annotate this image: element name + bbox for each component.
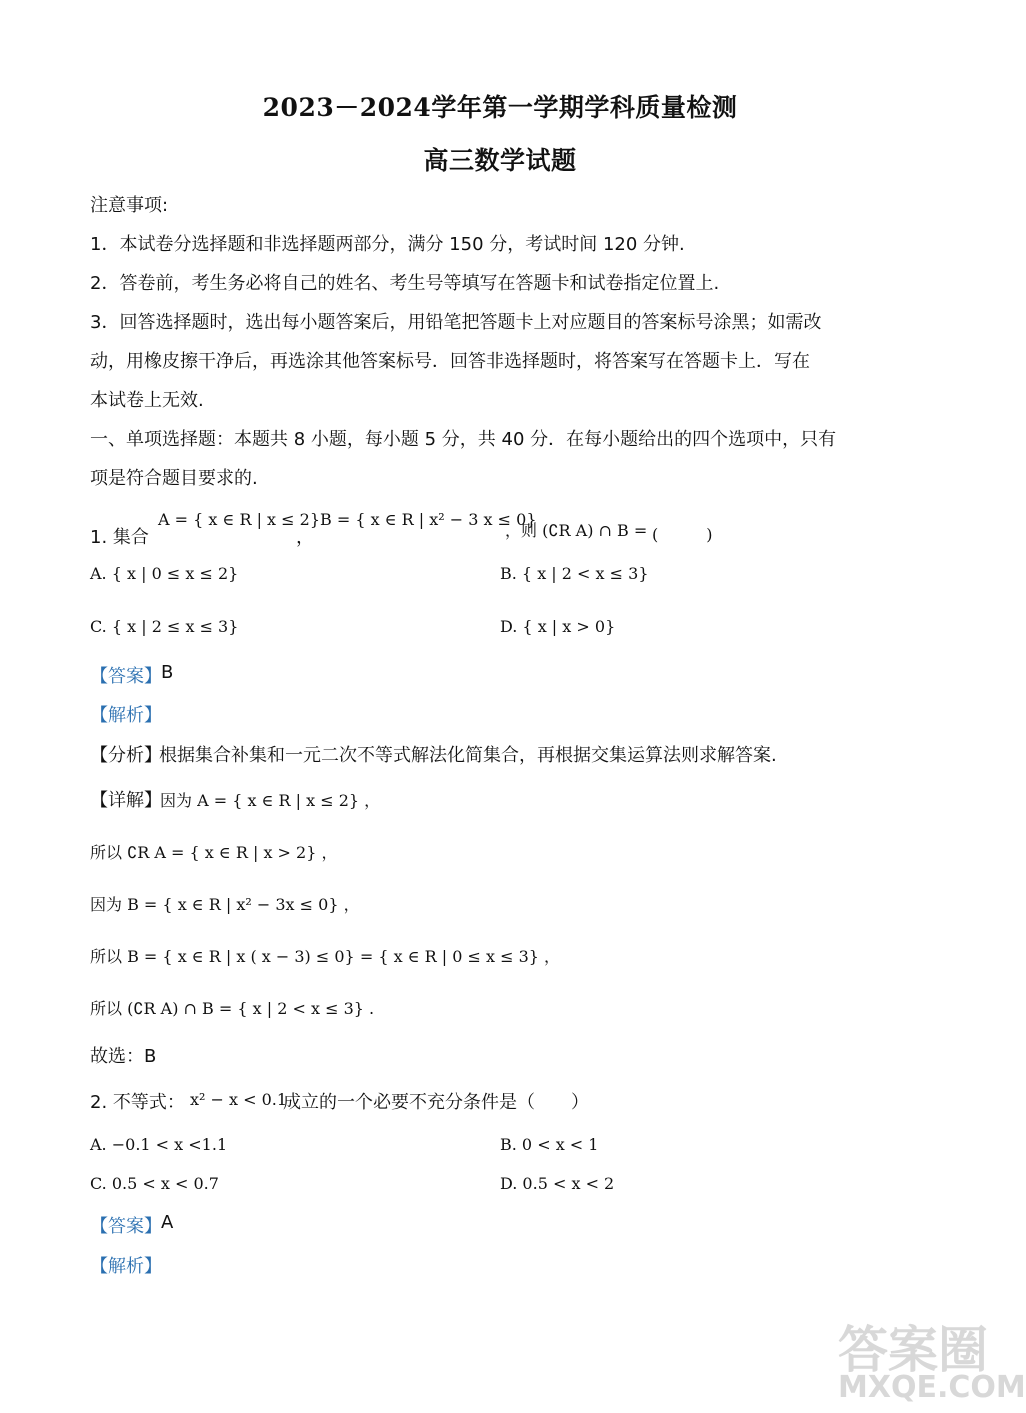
q1-detail-line-3: 因为 B = { x ∈ R | x² − 3x ≤ 0} ， xyxy=(90,895,360,914)
q1-detail-line-5: 所以 (∁R A) ∩ B = { x | 2 < x ≤ 3} . xyxy=(90,999,375,1018)
q2-option-c: C. 0.5 < x < 0.7 xyxy=(90,1174,219,1193)
q1-detail-line-2: 所以 ∁R A = { x ∈ R | x > 2} ， xyxy=(90,843,338,862)
q2-option-a: A. −0.1 < x <1.1 xyxy=(90,1135,228,1154)
q1-number: 1. 集合 xyxy=(90,527,149,548)
q1-detail-tag: 【详解】 xyxy=(90,790,162,811)
q1-analysis-tag: 【解析】 xyxy=(90,705,162,726)
q1-detail-line-4: 所以 B = { x ∈ R | x ( x − 3) ≤ 0} = { x ∈ R | 0 ≤ x ≤ 3} ， xyxy=(90,947,561,966)
q2-stem-suffix: 成立的一个必要不充分条件是（ ） xyxy=(283,1092,589,1113)
q2-analysis-tag: 【解析】 xyxy=(90,1256,162,1277)
watermark-url: MXQE.COM xyxy=(838,1370,1026,1405)
q1-answer-tag: 【答案】 xyxy=(90,666,162,687)
notice-item-3-cont: 动，用橡皮擦干净后，再选涂其他答案标号．回答非选择题时，将答案写在答题卡上．写在 xyxy=(90,351,810,372)
section-heading: 一、单项选择题：本题共 8 小题，每小题 5 分，共 40 分．在每小题给出的四个选项中，只有 xyxy=(90,429,837,450)
q1-answer-blank: ( ) xyxy=(652,525,713,544)
notice-item-1: 1．本试卷分选择题和非选择题两部分，满分 150 分，考试时间 120 分钟. xyxy=(90,234,685,255)
q1-detail-line-1: 因为 A = { x ∈ R | x ≤ 2} ， xyxy=(160,791,381,810)
section-heading-cont: 项是符合题目要求的. xyxy=(90,468,258,489)
watermark-logo: 答案圈 xyxy=(838,1320,988,1379)
q1-option-d: D. { x | x > 0} xyxy=(500,617,616,636)
notice-heading: 注意事项: xyxy=(90,195,169,216)
notice-item-3: 3．回答选择题时，选出每小题答案后，用铅笔把答题卡上对应题目的答案标号涂黑；如需改 xyxy=(90,312,822,333)
q1-choice: 故选：B xyxy=(90,1046,157,1067)
q2-stem-prefix: 2. 不等式： xyxy=(90,1092,185,1113)
q2-option-d: D. 0.5 < x < 2 xyxy=(500,1174,615,1193)
q1-set-a: A = { x ∈ R | x ≤ 2} xyxy=(158,510,321,529)
q1-fenxi: 根据集合补集和一元二次不等式解法化简集合，再根据交集运算法则求解答案. xyxy=(159,745,777,766)
q2-stem-math: x² − x < 0.1 xyxy=(190,1090,288,1109)
q2-answer: A xyxy=(161,1212,174,1233)
q2-option-b: B. 0 < x < 1 xyxy=(500,1135,599,1154)
exam-title: 2023－2024学年第一学期学科质量检测 xyxy=(262,93,738,122)
q1-set-b: B = { x ∈ R | x² − 3 x ≤ 0} xyxy=(320,510,537,529)
notice-item-3-end: 本试卷上无效. xyxy=(90,390,204,411)
q1-question: ，则 (∁R A) ∩ B = xyxy=(505,521,648,540)
q1-option-b: B. { x | 2 < x ≤ 3} xyxy=(500,564,649,583)
exam-subtitle: 高三数学试题 xyxy=(423,146,577,175)
q1-comma: ， xyxy=(296,527,314,548)
q1-answer: B xyxy=(161,662,174,683)
q1-option-a: A. { x | 0 ≤ x ≤ 2} xyxy=(90,564,239,583)
notice-item-2: 2．答卷前，考生务必将自己的姓名、考生号等填写在答题卡和试卷指定位置上. xyxy=(90,273,720,294)
q1-fenxi-tag: 【分析】 xyxy=(90,745,162,766)
q2-answer-tag: 【答案】 xyxy=(90,1216,162,1237)
q1-option-c: C. { x | 2 ≤ x ≤ 3} xyxy=(90,617,239,636)
